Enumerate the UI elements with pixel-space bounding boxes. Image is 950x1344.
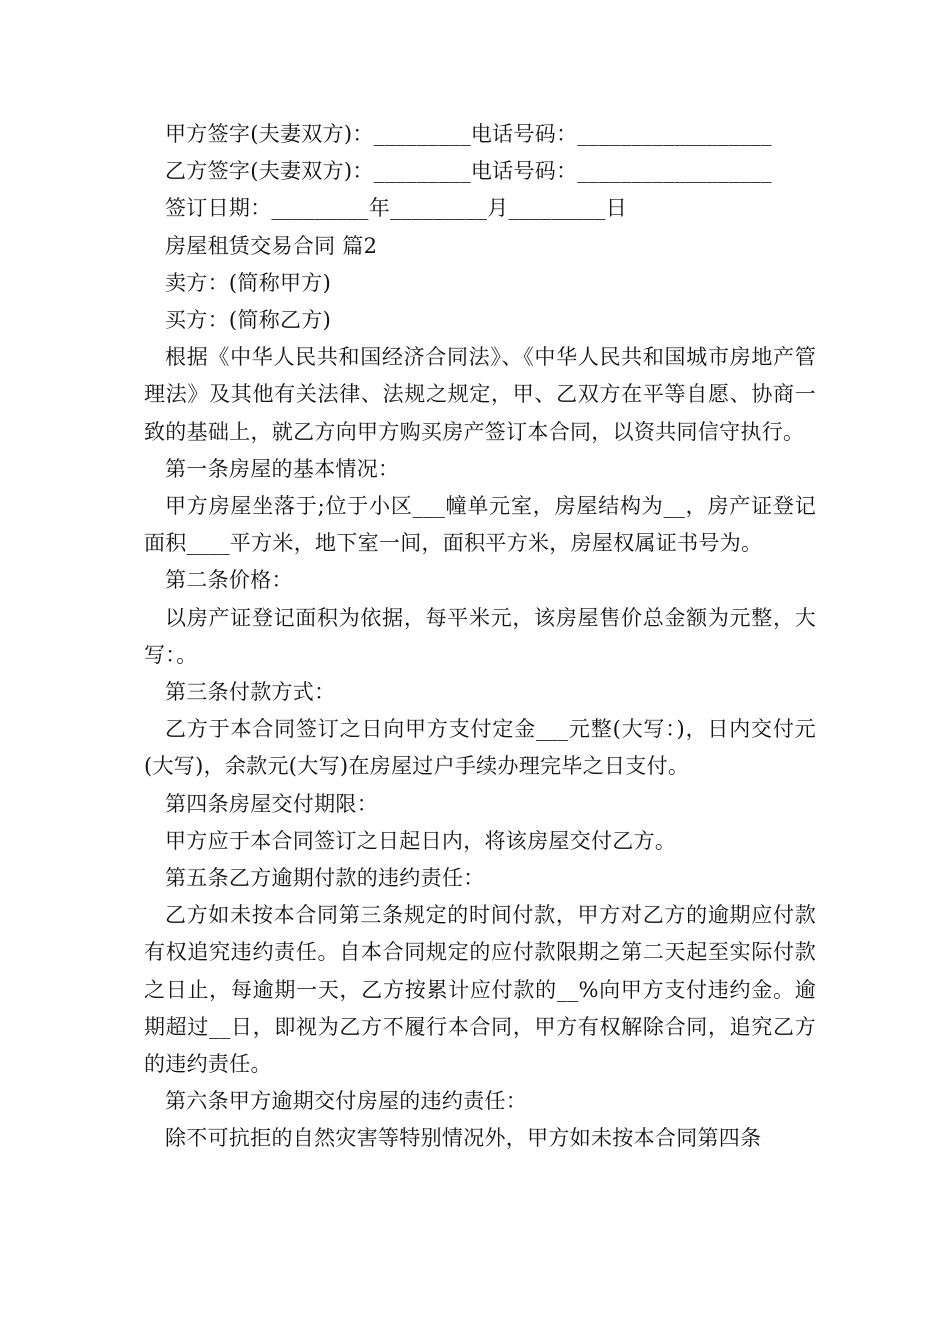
signing-date-line: 签订日期：_________年_________月_________日 [165,196,627,221]
clause-heading: 第三条付款方式： [165,680,336,705]
contract-title: 房屋租赁交易合同 篇2 [165,233,378,258]
clause-body: 除不可抗拒的自然灾害等特别情况外，甲方如未按本合同第四条 [165,1126,762,1151]
clause-body: 乙方于本合同签订之日向甲方支付定金___元整(大写：)，日内交付元(大写)，余款元(大写)在房屋过户手续办理完毕之日支付。 [144,717,816,779]
clause-body: 以房产证登记面积为依据，每平米元，该房屋售价总金额为元整，大写：。 [144,605,816,667]
clause-heading: 第一条房屋的基本情况： [165,456,400,481]
clause-heading: 第六条甲方逾期交付房屋的违约责任： [165,1089,528,1114]
party-b-signature-line: 乙方签字(夫妻双方)：_________电话号码：__________________ [165,159,772,184]
clause-heading: 第五条乙方逾期付款的违约责任： [165,866,485,891]
party-a-signature-line: 甲方签字(夫妻双方)：_________电话号码：__________________ [165,122,772,146]
contract-preamble: 根据《中华人民共和国经济合同法》、《中华人民共和国城市房地产管理法》及其他有关法律、法规之规定，甲、乙双方在平等自愿、协商一致的基础上，就乙方向甲方购买房产签订本合同，以资共同信守执行。 [144,345,816,444]
document-page [144,116,816,1158]
clause-heading: 第四条房屋交付期限： [165,791,378,816]
clause-heading: 第二条价格： [165,568,293,593]
clause-body: 乙方如未按本合同第三条规定的时间付款，甲方对乙方的逾期应付款有权追究违约责任。自本合同规定的应付款限期之第二天起至实际付款之日止，每逾期一天，乙方按累计应付款的__%向甲方支付违约金。逾期超过__日，即视为乙方不履行本合同，甲方有权解除合同，追究乙方的违约责任。 [144,903,816,1077]
clause-body: 甲方房屋坐落于;位于小区___幢单元室，房屋结构为__，房产证登记面积____平方米，地下室一间，面积平方米，房屋权属证书号为。 [144,494,816,556]
seller-line: 卖方：(简称甲方) [165,270,332,295]
buyer-line: 买方：(简称乙方) [165,308,332,333]
clause-body: 甲方应于本合同签订之日起日内，将该房屋交付乙方。 [165,828,677,853]
